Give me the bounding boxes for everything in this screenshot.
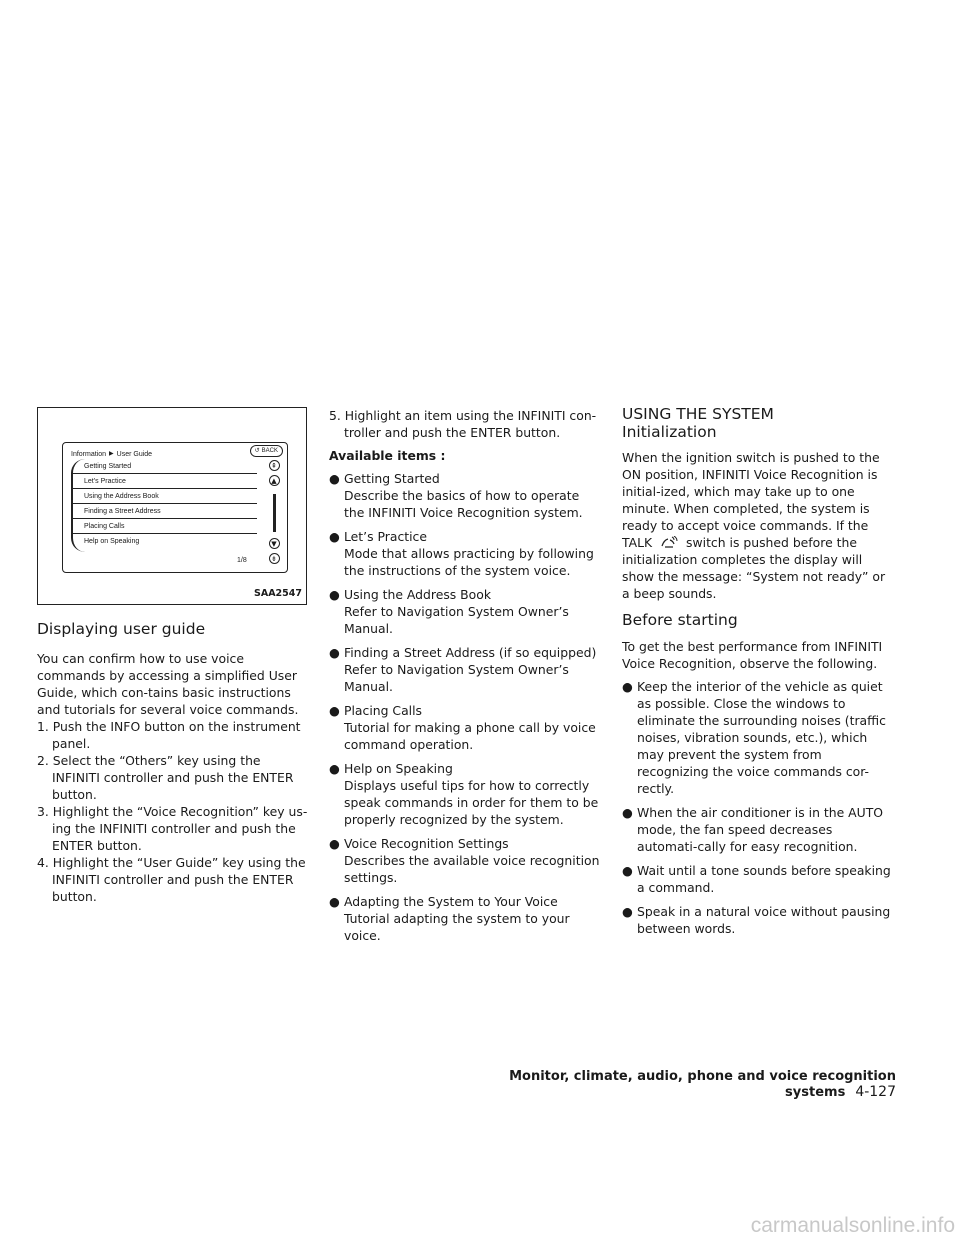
figure-code: SAA2547: [254, 588, 302, 599]
item-title: Adapting the System to Your Voice: [344, 894, 558, 909]
menu-item-placing-calls: Placing Calls: [71, 519, 257, 534]
steps-list-continued: [329, 407, 603, 441]
menu-item-getting-started: Getting Started: [71, 459, 257, 474]
item-title: Let’s Practice: [344, 529, 427, 544]
before-starting-heading: Before starting: [622, 611, 738, 629]
talk-switch-icon: [658, 536, 680, 548]
item-desc: Tutorial adapting the system to your voice.: [344, 911, 570, 943]
bullet-icon: ●: [622, 904, 633, 919]
scroll-up-icon: ▲: [269, 475, 280, 486]
steps-list: [37, 718, 309, 905]
page-number: 4-127: [855, 1084, 896, 1100]
item-desc: Mode that allows practicing by following the instructions of the system voice.: [344, 546, 594, 578]
tip-text: Speak in a natural voice without pausing between words.: [637, 904, 891, 936]
back-button: [250, 445, 283, 457]
page-down-icon: ⇟: [269, 553, 280, 564]
list-item: [329, 702, 603, 753]
list-item: [329, 644, 603, 695]
bullet-icon: ●: [329, 761, 340, 776]
watermark: carmanualsonline.info: [750, 1214, 955, 1237]
before-starting-intro: To get the best performance from INFINITI Voice Recognition, observe the following.: [622, 639, 883, 671]
list-item: [329, 470, 603, 521]
menu-item-street-address: Finding a Street Address: [71, 504, 257, 519]
column-3: [622, 405, 896, 944]
intro-paragraph: You can confirm how to use voice commands by accessing a simplified User Guide, which con-tains basic instructions and tutorials for several voice commands.: [37, 651, 299, 717]
item-title: Getting Started: [344, 471, 440, 486]
menu-list: [71, 459, 257, 549]
breadcrumb-user-guide: User Guide: [116, 451, 153, 458]
item-desc: Refer to Navigation System Owner’s Manual.: [344, 662, 569, 694]
page-footer: [463, 1069, 896, 1100]
breadcrumb-information: Information: [71, 451, 107, 458]
item-title: Using the Address Book: [344, 587, 492, 602]
item-title: Voice Recognition Settings: [344, 836, 509, 851]
back-label: BACK: [261, 448, 278, 454]
tip-text: Keep the interior of the vehicle as quiet as possible. Close the windows to eliminate the surrounding noises (traffic noises, vibration sounds, etc.), which may prevent the system from recognizing the voice commands cor-rectly.: [637, 679, 886, 796]
list-item: [329, 586, 603, 637]
list-item: [329, 760, 603, 828]
step-3: 3. Highlight the “Voice Recognition” key us-ing the INFINITI controller and push the ENTER button.: [37, 804, 308, 853]
list-item: [622, 862, 896, 896]
list-item: [329, 528, 603, 579]
back-arrow-icon: ↺: [254, 448, 260, 454]
scroll-down-icon: ▼: [269, 538, 280, 549]
scrollbar: [273, 494, 276, 532]
init-text-part-2: switch is pushed before the initialization completes the display will show the message: “System not ready” or a beep sounds.: [622, 535, 886, 601]
section-heading: Displaying user guide: [37, 620, 206, 638]
list-item: [622, 804, 896, 855]
item-desc: Describes the available voice recognition settings.: [344, 853, 600, 885]
bullet-icon: ●: [329, 471, 340, 486]
item-title: Finding a Street Address (if so equipped): [344, 645, 597, 660]
column-1: [37, 407, 309, 905]
menu-item-help-speaking: Help on Speaking: [84, 538, 140, 545]
page-indicator: 1/8: [237, 557, 247, 564]
item-title: Help on Speaking: [344, 761, 453, 776]
page-up-icon: ⇞: [269, 460, 280, 471]
step-4: 4. Highlight the “User Guide” key using the INFINITI controller and push the ENTER button.: [37, 855, 306, 904]
menu-item-lets-practice: Let’s Practice: [71, 474, 257, 489]
bullet-icon: ●: [622, 679, 633, 694]
column-2: [329, 407, 603, 951]
item-desc: Describe the basics of how to operate the INFINITI Voice Recognition system.: [344, 488, 583, 520]
initialization-heading: Initialization: [622, 423, 717, 441]
bullet-icon: ●: [329, 836, 340, 851]
using-system-heading: USING THE SYSTEM: [622, 405, 774, 423]
bullet-icon: ●: [622, 863, 633, 878]
initialization-paragraph: [622, 449, 896, 602]
item-title: Placing Calls: [344, 703, 423, 718]
init-text-part-1: When the ignition switch is pushed to the ON position, INFINITI Voice Recognition is initial-ized, which may take up to one minute. When completed, the system is ready to accept voice commands. If the TALK: [622, 450, 880, 550]
step-2: 2. Select the “Others” key using the INFINITI controller and push the ENTER button.: [37, 753, 294, 802]
step-5: 5. Highlight an item using the INFINITI con-troller and push the ENTER button.: [329, 408, 597, 440]
bullet-icon: ●: [329, 894, 340, 909]
bullet-icon: ●: [622, 805, 633, 820]
bullet-icon: ●: [329, 587, 340, 602]
footer-section-title: Monitor, climate, audio, phone and voice recognition systems: [509, 1069, 896, 1100]
list-item: [622, 678, 896, 797]
tip-text: When the air conditioner is in the AUTO mode, the fan speed decreases automati-cally for easy recognition.: [637, 805, 884, 854]
list-item: [622, 903, 896, 937]
item-desc: Displays useful tips for how to correctly speak commands in order for them to be properly recognized by the system.: [344, 778, 599, 827]
scroll-controls: [267, 460, 281, 568]
menu-item-address-book: Using the Address Book: [71, 489, 257, 504]
breadcrumb-arrow-icon: ▶: [109, 451, 114, 457]
bullet-icon: ●: [329, 529, 340, 544]
user-guide-figure: [37, 407, 307, 605]
bullet-icon: ●: [329, 645, 340, 660]
list-item: [329, 835, 603, 886]
list-item: [329, 893, 603, 944]
available-items-label: Available items :: [329, 448, 446, 463]
tip-text: Wait until a tone sounds before speaking a command.: [637, 863, 891, 895]
step-1: 1. Push the INFO button on the instrument panel.: [37, 719, 301, 751]
display-screen: [62, 442, 288, 573]
item-desc: Tutorial for making a phone call by voice command operation.: [344, 720, 596, 752]
item-desc: Refer to Navigation System Owner’s Manual.: [344, 604, 569, 636]
bullet-icon: ●: [329, 703, 340, 718]
